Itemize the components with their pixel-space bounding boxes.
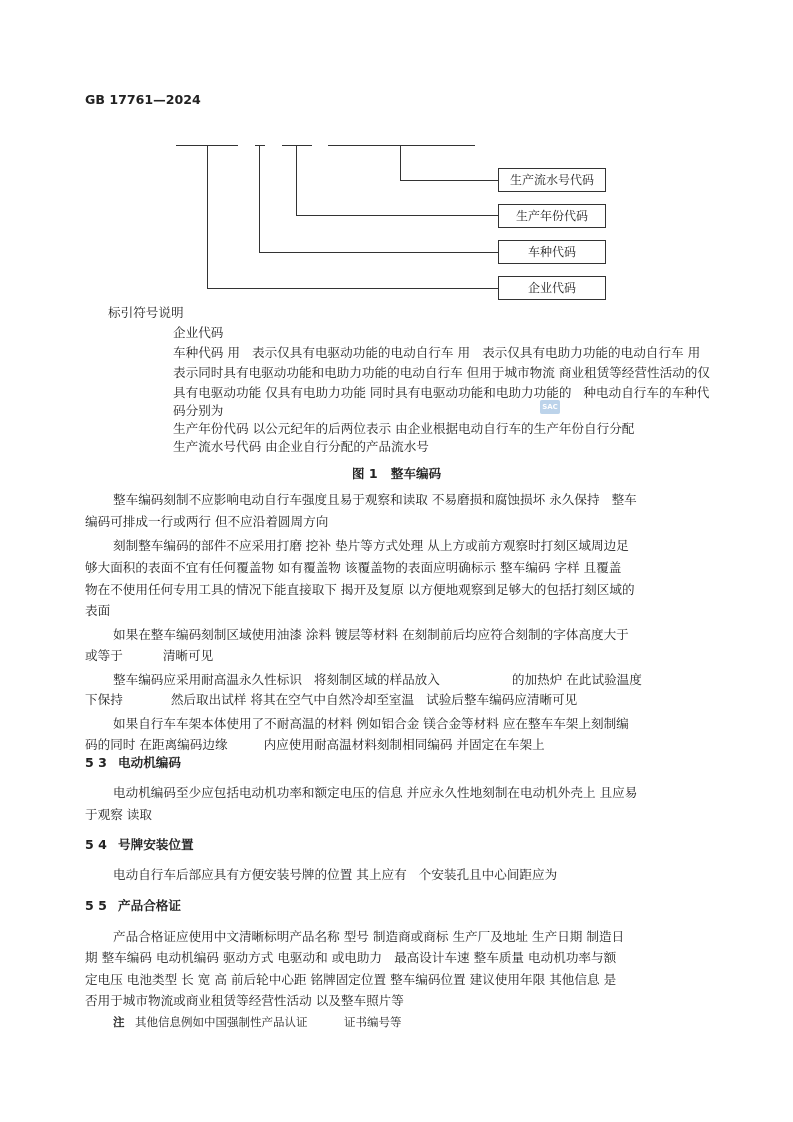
section-title: 号牌安装位置 xyxy=(118,837,194,852)
paragraph-line: 否用于城市物流或商业租赁等经营性活动 以及整车照片等 xyxy=(85,993,404,1008)
figure-caption: 图 1 整车编码 xyxy=(351,466,442,481)
leader-line xyxy=(207,145,208,288)
box-vehicle-type-code: 车种代码 xyxy=(498,240,606,264)
code-segment-line xyxy=(328,145,475,146)
legend-line: 企业代码 xyxy=(173,325,224,340)
legend-line: 生产流水号代码 由企业自行分配的产品流水号 xyxy=(173,439,429,454)
paragraph-line: 下保持 然后取出试样 将其在空气中自然冷却至室温 试验后整车编码应清晰可见 xyxy=(85,692,578,707)
paragraph-line: 产品合格证应使用中文清晰标明产品名称 型号 制造商或商标 生产厂及地址 生产日期 制造日 xyxy=(113,929,625,944)
note-label: 注 xyxy=(113,1015,125,1029)
legend-line: 码分别为 xyxy=(173,403,224,418)
paragraph-line: 如果自行车车架本体使用了不耐高温的材料 例如铝合金 镁合金等材料 应在整车车架上刻制编 xyxy=(113,716,629,731)
legend-line: 生产年份代码 以公元纪年的后两位表示 由企业根据电动自行车的生产年份自行分配 xyxy=(173,421,635,436)
paragraph-line: 整车编码应采用耐高温永久性标识 将刻制区域的样品放入 的加热炉 在此试验温度 xyxy=(113,672,642,687)
legend-line: 车种代码 用 表示仅具有电驱动功能的电动自行车 用 表示仅具有电助力功能的电动自行车 用 xyxy=(173,345,701,360)
paragraph-line: 表面 xyxy=(85,603,111,618)
leader-line xyxy=(400,180,498,181)
legend-line: 具有电驱动功能 仅具有电助力功能 同时具有电驱动功能和电助力功能的 种电动自行车的车种代 xyxy=(173,385,710,400)
paragraph-line: 或等于 清晰可见 xyxy=(85,648,214,663)
code-segment-line xyxy=(255,145,265,146)
leader-line xyxy=(296,145,297,215)
paragraph-line: 码的同时 在距离编码边缘 内应使用耐高温材料刻制相同编码 并固定在车架上 xyxy=(85,737,545,752)
section-number: 5 5 xyxy=(85,898,107,913)
box-serial-code: 生产流水号代码 xyxy=(498,168,606,192)
paragraph-line: 电动机编码至少应包括电动机功率和额定电压的信息 并应永久性地刻制在电动机外壳上 且应易 xyxy=(113,785,638,800)
legend-title: 标引符号说明 xyxy=(108,305,184,320)
paragraph-line: 刻制整车编码的部件不应采用打磨 挖补 垫片等方式处理 从上方或前方观察时打刻区域周边足 xyxy=(113,538,629,553)
code-segment-line xyxy=(282,145,312,146)
leader-line xyxy=(400,145,401,180)
leader-line xyxy=(207,288,498,289)
box-year-code: 生产年份代码 xyxy=(498,204,606,228)
section-number: 5 4 xyxy=(85,837,107,852)
paragraph-line: 电动自行车后部应具有方便安装号牌的位置 其上应有 个安装孔且中心间距应为 xyxy=(113,867,558,882)
paragraph-line: 编码可排成一行或两行 但不应沿着圆周方向 xyxy=(85,514,329,529)
box-enterprise-code: 企业代码 xyxy=(498,276,606,300)
section-title: 产品合格证 xyxy=(118,898,181,913)
paragraph-line: 于观察 读取 xyxy=(85,807,152,822)
leader-line xyxy=(259,145,260,252)
paragraph-line: 够大面积的表面不宜有任何覆盖物 如有覆盖物 该覆盖物的表面应明确标示 整车编码 字样 且覆盖 xyxy=(85,560,622,575)
section-title: 电动机编码 xyxy=(118,755,181,770)
sac-watermark: SAC xyxy=(540,400,560,414)
paragraph-line: 如果在整车编码刻制区域使用油漆 涂料 镀层等材料 在刻制前后均应符合刻制的字体高度大于 xyxy=(113,627,629,642)
paragraph-line: 定电压 电池类型 长 宽 高 前后轮中心距 铭牌固定位置 整车编码位置 建议使用年限 其他信息 是 xyxy=(85,972,617,987)
paragraph-line: 整车编码刻制不应影响电动自行车强度且易于观察和读取 不易磨损和腐蚀损坏 永久保持 整车 xyxy=(113,492,637,507)
leader-line xyxy=(296,215,498,216)
leader-line xyxy=(259,252,498,253)
section-number: 5 3 xyxy=(85,755,107,770)
note-text: 其他信息例如中国强制性产品认证 证书编号等 xyxy=(135,1015,402,1029)
standard-number: GB 17761—2024 xyxy=(85,92,201,107)
legend-line: 表示同时具有电驱动功能和电助力功能的电动自行车 但用于城市物流 商业租赁等经营性活动的仅 xyxy=(173,365,710,380)
paragraph-line: 物在不使用任何专用工具的情况下能直接取下 揭开及复原 以方便地观察到足够大的包括打刻区域的 xyxy=(85,582,635,597)
paragraph-line: 期 整车编码 电动机编码 驱动方式 电驱动和 或电助力 最高设计车速 整车质量 电动机功率与额 xyxy=(85,950,617,965)
